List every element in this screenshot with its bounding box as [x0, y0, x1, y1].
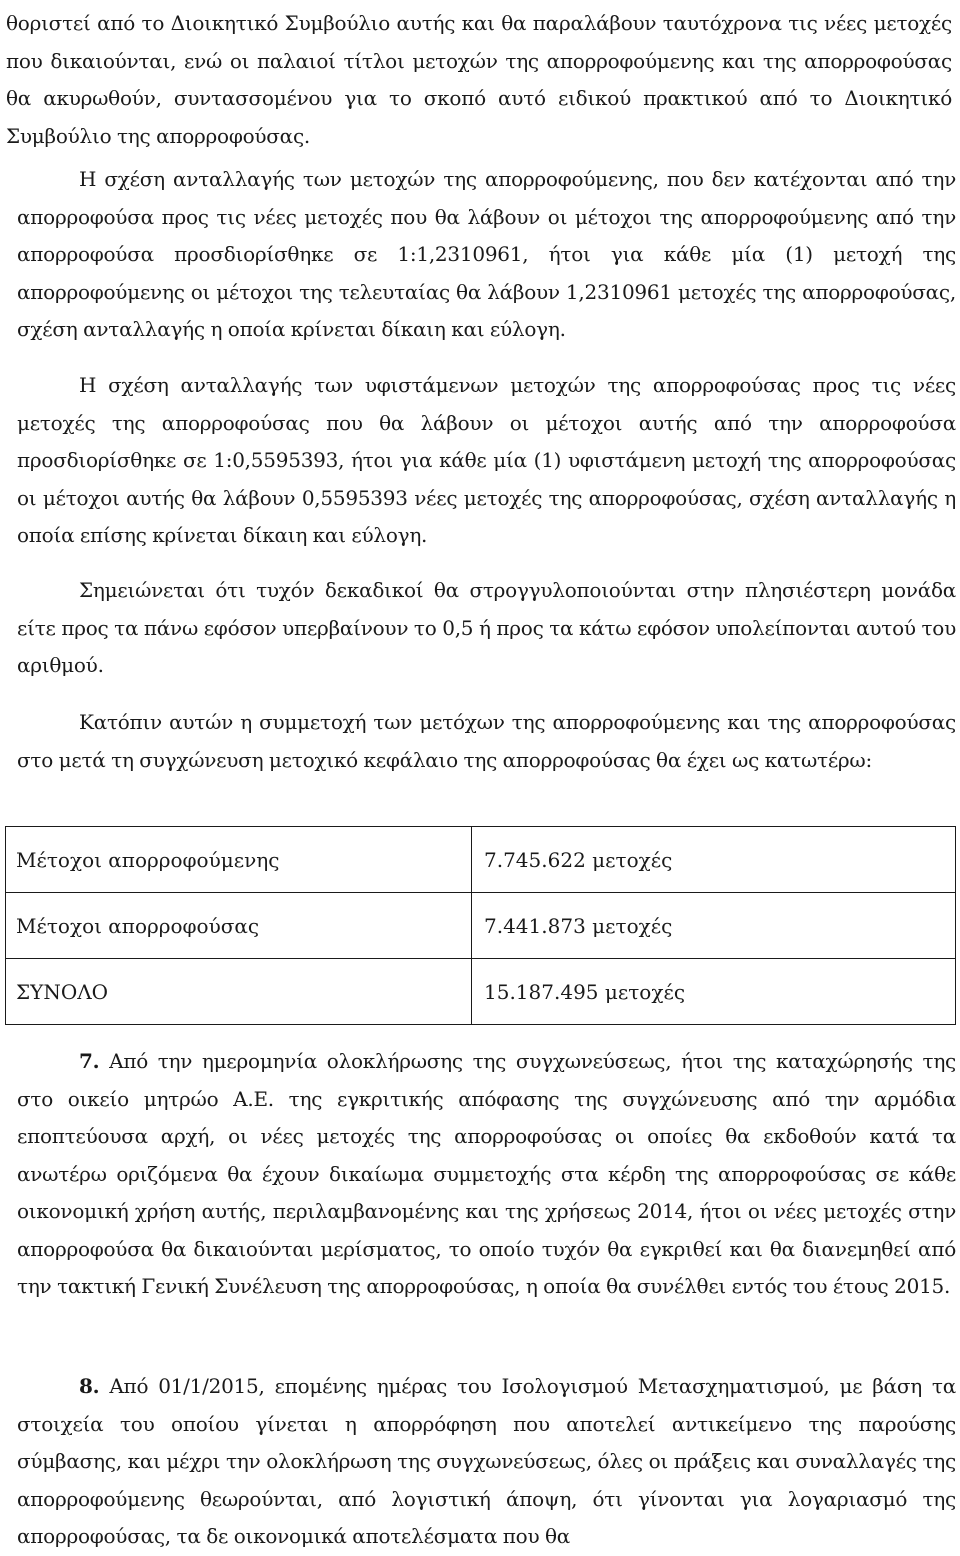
table-cell-value: 15.187.495 μετοχές — [472, 959, 956, 1025]
item-number: 8. — [79, 1374, 100, 1398]
table-row — [6, 959, 956, 1025]
table-cell-value: 7.441.873 μετοχές — [472, 893, 956, 959]
table-row — [6, 827, 956, 893]
table-cell-label: Μέτοχοι απορροφούσας — [6, 893, 472, 959]
item-number: 7. — [79, 1049, 100, 1073]
numbered-item-7 — [17, 1043, 956, 1306]
table-row — [6, 893, 956, 959]
table-cell-value: 7.745.622 μετοχές — [472, 827, 956, 893]
paragraph-exchange-ratio-absorbing: Η σχέση ανταλλαγής των υφιστάμενων μετοχών της απορροφούσας προς τις νέες μετοχές της απορροφούσας που θα λάβουν οι μέτοχοι αυτής από την απορροφούσα προσδιορίσθηκε σε 1:0,5595393, ήτοι για κάθε μία (1) υφιστάμενη μετοχή της απορροφούσας οι μέτοχοι αυτής θα λάβουν 0,5595393 νέες μετοχές της απορροφούσας, σχέση ανταλλαγής η οποία επίσης κρίνεται δίκαιη και εύλογη. — [17, 373, 956, 547]
paragraph-rounding-note: Σημειώνεται ότι τυχόν δεκαδικοί θα στρογγυλοποιούνται στην πλησιέστερη μονάδα είτε προς τα πάνω εφόσον υπερβαίνουν το 0,5 ή προς τα κάτω εφόσον υπολείπονται αυτού του αριθμού. — [17, 578, 956, 677]
paragraph-participation: Κατόπιν αυτών η συμμετοχή των μετόχων της απορροφούμενης και της απορροφούσας στο μετά τη συγχώνευση μετοχικό κεφάλαιο της απορροφούσας θα έχει ως κατωτέρω: — [17, 710, 956, 772]
item-text: Από 01/1/2015, επομένης ημέρας του Ισολογισμού Μετασχηματισμού, με βάση τα στοιχεία του οποίου γίνεται η απορρόφηση που αποτελεί αντικείμενο της παρούσης σύμβασης, και μέχρι την ολοκλήρωση της συγχωνεύσεως, όλες οι πράξεις και συναλλαγές της απορροφούμενης θεωρούνται, από λογιστική άποψη, ότι γίνονται για λογαριασμό της απορροφούσας, τα δε οικονομικά αποτελέσματα που θα — [17, 1374, 956, 1548]
paragraph-exchange-ratio-absorbed: Η σχέση ανταλλαγής των μετοχών της απορροφούμενης, που δεν κατέχονται από την απορροφούσα προς τις νέες μετοχές που θα λάβουν οι μέτοχοι της απορροφούμενης από την απορροφούσα προσδιορίσθηκε σε 1:1,2310961, ήτοι για κάθε μία (1) μετοχή της απορροφούμενης οι μέτοχοι της τελευταίας θα λάβουν 1,2310961 μετοχές της απορροφούσας, σχέση ανταλλαγής η οποία κρίνεται δίκαιη και εύλογη. — [17, 167, 956, 341]
table-cell-label: Μέτοχοι απορροφούμενης — [6, 827, 472, 893]
item-text: Από την ημερομηνία ολοκλήρωσης της συγχωνεύσεως, ήτοι της καταχώρησής της στο οικείο μητρώο Α.Ε. της εγκριτικής απόφασης της συγχώνευσης από την αρμόδια εποπτεύουσα αρχή, οι νέες μετοχές της απορροφούσας οι οποίες θα εκδοθούν κατά τα ανωτέρω οριζόμενα θα έχουν δικαίωμα συμμετοχής στα κέρδη της απορροφούσας σε κάθε οικονομική χρήση αυτής, περιλαμβανομένης και της χρήσεως 2014, ήτοι οι νέες μετοχές στην απορροφούσα θα δικαιούνται μερίσματος, το οποίο τυχόν θα εγκριθεί και θα διανεμηθεί από την τακτική Γενική Συνέλευση της απορροφούσας, η οποία θα συνέλθει εντός του έτους 2015. — [17, 1049, 956, 1298]
paragraph-share-delivery: θοριστεί από το Διοικητικό Συμβούλιο αυτής και θα παραλάβουν ταυτόχρονα τις νέες μετοχές που δικαιούνται, ενώ οι παλαιοί τίτλοι μετοχών της απορροφούμενης και της απορροφούσας θα ακυρωθούν, συντασσομένου για το σκοπό αυτό ειδικού πρακτικού από το Διοικητικό Συμβούλιο της απορροφούσας. — [6, 11, 952, 148]
share-participation-table — [5, 826, 956, 1025]
numbered-item-8 — [17, 1368, 956, 1556]
table-cell-label: ΣΥΝΟΛΟ — [6, 959, 472, 1025]
